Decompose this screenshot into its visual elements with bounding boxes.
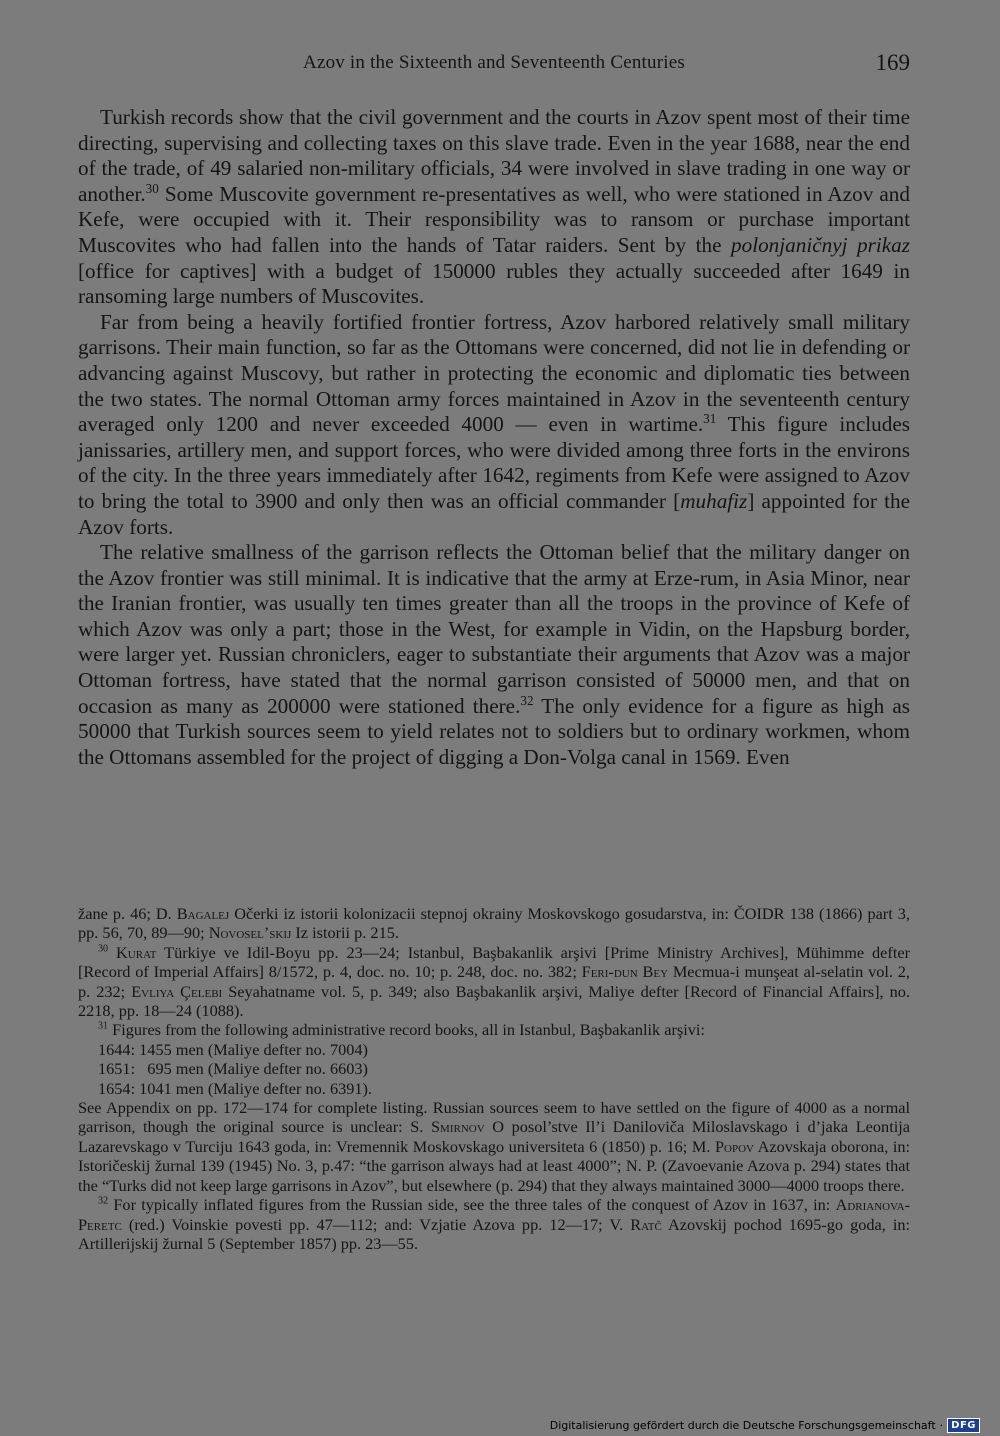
footnote-continuation: [78, 904, 910, 943]
author-name: Adrianova-Peretc: [78, 1195, 910, 1234]
text-run: Mecmua-i munşeat al-selatin vol. 2, p. 232;: [78, 962, 910, 1001]
text-run: This figure includes janissaries, artillery men, and support forces, who were divided among three forts in the environs of the city. In the three years immediately after 1642, regiments from Kefe were assigned to Azov to bring the total to 3900 and only then was an official commander [: [78, 412, 910, 513]
footnote-30: [78, 943, 910, 1021]
footnote-31-continued: [78, 1098, 910, 1195]
text-run: Seyahatname vol. 5, p. 349; also Başbakanlik arşivi, Maliye defter [Record of Financial Affairs], no. 2218, pp. 18—24 (1088).: [78, 981, 910, 1021]
text-run: Türkiye ve Idil-Boyu pp. 23—24; Istanbul, Başbakanlik arşivi [Prime Ministry Archives], Mühimme defter [Record of Imperial Affairs] 8/1572, p. 4, doc. no. 10; p. 248, doc. no. 382;: [78, 942, 910, 982]
footnote-number: 31: [98, 1021, 109, 1033]
paragraph-2: [78, 310, 910, 540]
author-name: Popov: [714, 1136, 754, 1156]
record-line: 1654: 1041 men (Maliye defter no. 6391).: [98, 1078, 373, 1098]
text-run: The only evidence for a figure as high as 50000 that Turkish sources seem to yield relates not to soldiers but to ordinary workmen, whom the Ottomans assembled for the project of digging a Don-Volga canal in 1569. Even: [78, 693, 910, 769]
digitization-credit: [550, 1418, 980, 1433]
author-name: Ratč: [630, 1214, 662, 1234]
footnote-ref-30[interactable]: 30: [145, 180, 159, 196]
text-run: See Appendix on pp. 172—174 for complete listing. Russian sources seem to have settled on the figure of 4000 as a normal garrison, though the original source is unclear: S.: [78, 1098, 910, 1137]
running-title: Azov in the Sixteenth and Seventeenth Centuries: [303, 52, 685, 73]
text-run: Očerki iz istorii kolonizacii stepnoj okrainy Moskovskogo gosudarstva, in: ČOIDR 138 (1866) part 3, pp. 56, 70, 89—90;: [78, 904, 910, 943]
author-name: Bagalej: [176, 904, 230, 923]
page-header: [78, 50, 910, 82]
italic-term: polonjaničnyj prikaz: [731, 232, 910, 257]
footnote-ref-32[interactable]: 32: [520, 692, 534, 708]
footnote-ref-31[interactable]: 31: [703, 411, 717, 427]
author-name: Evliya Çelebi: [131, 981, 223, 1001]
author-name: Novosel’skij: [208, 923, 292, 943]
text-run: [office for captives] with a budget of 150000 rubles they actually succeeded after 1649 in ransoming large numbers of Muscovites.: [78, 258, 910, 309]
text-run: žane p. 46; D.: [78, 904, 177, 923]
footnote-32: [78, 1195, 910, 1253]
text-run: Azovskaja oborona, in: Istoričeskij žurnal 139 (1945) No. 3, p.47: “the garrison always had at least 4000”; N. P. (Zavoevanie Azova p. 294) states that the “Turks did not keep large garrisons in Azov”, but elsewhere (p. 294) that they always maintained 3000—4000 troops there.: [78, 1136, 911, 1195]
credit-text: Digitalisierung gefördert durch die Deutsche Forschungsgemeinschaft: [549, 1419, 936, 1432]
record-line: 1651: 695 men (Maliye defter no. 6603): [98, 1059, 368, 1079]
credit-separator: ·: [939, 1419, 944, 1432]
dfg-logo-icon[interactable]: DFG: [947, 1418, 980, 1433]
main-text: [78, 105, 910, 770]
author-name: Smirnov: [430, 1117, 485, 1137]
text-run: ] appointed for the Azov forts.: [78, 488, 910, 539]
footnote-number: 32: [98, 1195, 109, 1207]
page-number: 169: [875, 50, 910, 75]
text-run: The relative smallness of the garrison reflects the Ottoman belief that the military danger on the Azov frontier was still minimal. It is indicative that the army at Erze-rum, in Asia Minor, near the Iranian frontier, was usually ten times greater than all the troops in the province of Kefe of which Azov was only a part; those in the West, for example in Vidin, on the Hapsburg border, were larger yet. Russian chroniclers, eager to substantiate their arguments that Azov was a major Ottoman fortress, have stated that the normal garrison consisted of 50000 men, and that on occasion as many as 200000 were stationed there.: [78, 540, 910, 718]
footnote-31: [78, 1020, 910, 1039]
text-run: For typically inflated figures from the Russian side, see the three tales of the conquest of Azov in 1637, in:: [108, 1195, 836, 1215]
footnote-number: 30: [98, 943, 109, 955]
paragraph-1: [78, 105, 910, 310]
text-run: Iz istorii p. 215.: [291, 923, 399, 943]
text-run: Turkish records show that the civil government and the courts in Azov spent most of their time directing, supervising and collecting taxes on this slave trade. Even in the year 1688, near the end of the trade, of 49 salaried non-military officials, 34 were involved in slave trading in one way or another.: [78, 105, 910, 206]
text-run: Figures from the following administrative record books, all in Istanbul, Başbakanlik arşivi:: [108, 1020, 705, 1040]
italic-term: muhafiz: [680, 488, 748, 513]
author-name: Feri-dun Bey: [581, 962, 669, 982]
record-line: 1644: 1455 men (Maliye defter no. 7004): [98, 1039, 368, 1059]
text-run: Some Muscovite government re-presentatives as well, who were stationed in Azov and Kefe, were occupied with it. Their responsibility was to ransom or purchase important Muscovites who had fallen into the hands of Tatar raiders. Sent by the: [78, 181, 910, 257]
footnotes: [78, 904, 910, 1253]
text-run: (red.) Voinskie povesti pp. 47—112; and: Vzjatie Azova pp. 12—17; V.: [121, 1214, 631, 1234]
text-run: Far from being a heavily fortified frontier fortress, Azov harbored relatively small military garrisons. Their main function, so far as the Ottomans were concerned, did not lie in defending or advancing against Muscovy, but rather in protecting the economic and diplomatic ties between the two states. The normal Ottoman army forces maintained in Azov in the seventeenth century averaged only 1200 and never exceeded 4000 — even in wartime.: [78, 309, 910, 437]
paragraph-3: [78, 540, 910, 770]
author-name: Kurat: [116, 942, 157, 962]
text-run: O posol’stve Il’i Daniloviča Miloslavskago i d’jaka Leontija Lazarevskago v Turciju 1643 goda, in: Vremennik Moskovskago universiteta 6 (1850) p. 16; M.: [78, 1117, 910, 1156]
text-run: Azovskij pochod 1695-go goda, in: Artillerijskij žurnal 5 (September 1857) pp. 23—55.: [78, 1214, 911, 1253]
